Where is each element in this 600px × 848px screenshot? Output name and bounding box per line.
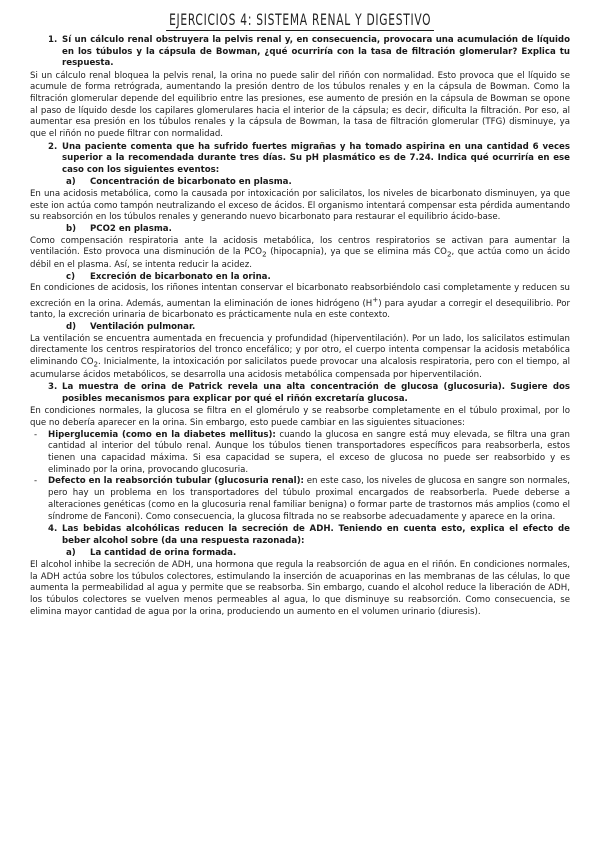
title-block (30, 10, 570, 31)
subquestion-2a (30, 177, 570, 189)
question-2 (30, 142, 570, 177)
question-number: 4. (48, 524, 58, 535)
question-3 (30, 382, 570, 405)
list-item (30, 476, 570, 523)
subquestion-title: La cantidad de orina formada. (90, 548, 237, 559)
list-item-heading: Hiperglucemia (como en la diabetes mellitus): (48, 429, 276, 440)
answer-text: . Inicialmente, la intoxicación por salicilatos puede provocar una alcalosis respiratoria, pero con el tiempo, al acumularse ácidos metabólicos, se desarrolla una acidosis metabólica compensada por hiperventilación. (30, 357, 570, 380)
answer-text: , que actúa como un ácido débil en el plasma. Así, se intenta reducir la acidez. (30, 247, 570, 270)
list-item (30, 430, 570, 477)
answer-text: Como compensación respiratoria ante la acidosis metabólica, los centros respiratorios se activan para aumentar la ventilación. Esto provoca una disminución de la PCO (30, 235, 570, 258)
subscript: 2 (262, 250, 267, 260)
list-item-text (48, 476, 570, 523)
question-text: Una paciente comenta que ha sufrido fuertes migrañas y ha tomado aspirina en una cantidad 6 veces superior a la recomendada durante tres días. Su pH plasmático es de 7.24. Indica qué ocurriría en ese caso con los siguientes eventos: (62, 141, 570, 175)
subquestion-2b (30, 224, 570, 236)
answer-text: La ventilación se encuentra aumentada en frecuencia y profundidad (hiperventilación). Por un lado, los salicilatos estimulan directamente los centros respiratorios del tronco encefálico; y por otro, el cuerpo intenta compensar la acidosis metabólica eliminando CO (30, 333, 570, 368)
answer-1: Si un cálculo renal bloquea la pelvis renal, la orina no puede salir del riñón con normalidad. Esto provoca que el líquido se acumule de forma retrógrada, aumentando la presión dentro de los túbulos renales y en la cápsula de Bowman. Como la filtración glomerular depende del equilibrio entre las presiones, ese aumento de presión en la cápsula de Bowman se opone al paso de líquido desde los capilares glomerulares hacia el interior de la cápsula; es decir, dificulta la filtración. Por eso, al aumentar esa presión en los túbulos renales y la cápsula de Bowman, la tasa de filtración glomerular (TFG) disminuye, ya que el riñón no puede filtrar con normalidad. (30, 70, 570, 139)
subquestion-title: Excreción de bicarbonato en la orina. (90, 271, 271, 282)
answer-2c (30, 283, 570, 322)
answer-4a: El alcohol inhibe la secreción de ADH, una hormona que regula la reabsorción de agua en el riñón. En condiciones normales, la ADH actúa sobre los túbulos colectores, estimulando la inserción de acuaporinas en las membranas de las células, lo que aumenta la permeabilidad al agua y permite que se reabsorba. Sin embargo, cuando el alcohol reduce la liberación de ADH, los túbulos colectores se vuelven menos permeables al agua, lo que disminuye su reabsorción. Como consecuencia, se elimina mayor cantidad de agua por la orina, produciendo un aumento en el volumen urinario (diuresis). (30, 559, 570, 617)
answer-2d (30, 334, 570, 382)
list-item-body: en este caso, los niveles de glucosa en sangre son normales, pero hay un problema en los transportadores del túbulo proximal encargados de reabsorberla. Puede deberse a alteraciones genéticas (como en la glucosuria renal familiar benigna) o formar parte de trastornos más amplios (como el síndrome de Fanconi). Como consecuencia, la glucosa filtrada no se reabsorbe adecuadamente y aparece en la orina. (48, 476, 570, 522)
answer-text: En condiciones de acidosis, los riñones intentan conservar el bicarbonato reabsorbiéndolo casi completamente y reducen su excreción en la orina. Además, aumentan la eliminación de iones hidrógeno (H (30, 283, 570, 309)
answer-2b (30, 236, 570, 272)
subscript: 2 (93, 359, 99, 369)
subquestion-title: Concentración de bicarbonato en plasma. (90, 177, 292, 188)
subquestion-letter: b) (66, 223, 77, 234)
list-item-text (48, 430, 570, 477)
question-text: Sí un cálculo renal obstruyera la pelvis renal y, en consecuencia, provocara una acumulación de líquido en los túbulos y la cápsula de Bowman, ¿qué ocurriría con la tasa de filtración glomerular? Explica tu respuesta. (62, 35, 570, 69)
question-text: Las bebidas alcohólicas reducen la secreción de ADH. Teniendo en cuenta esto, explica el efecto de beber alcohol sobre (da una respuesta razonada): (62, 524, 570, 546)
subquestion-letter: d) (66, 322, 77, 333)
question-text: La muestra de orina de Patrick revela una alta concentración de glucosa (glucosuria). Sugiere dos posibles mecanismos para explicar por qué el riñón excretaría glucosa. (62, 382, 570, 404)
answer-2a: En una acidosis metabólica, como la causada por intoxicación por salicilatos, los niveles de bicarbonato disminuyen, ya que este ion actúa como tampón neutralizando el exceso de ácidos. El organismo intentará compensar esta pérdida aumentando su reabsorción en los túbulos renales y generando nuevo bicarbonato para restaurar el equilibrio ácido-base. (30, 188, 570, 223)
question-number: 1. (48, 35, 58, 45)
subscript: 2 (446, 250, 452, 260)
list-dash: - (34, 429, 38, 440)
subquestion-title: Ventilación pulmonar. (90, 322, 196, 333)
question-1 (30, 35, 570, 70)
subquestion-letter: a) (66, 177, 76, 188)
answer-text: ) para ayudar a corregir el desequilibrio. Por tanto, la excreción urinaria de bicarbonato es prácticamente nula en este contexto. (30, 298, 570, 321)
subquestion-2c (30, 272, 570, 284)
question-number: 3. (48, 382, 58, 393)
superscript: + (372, 294, 379, 304)
list-item-heading: Defecto en la reabsorción tubular (glucosuria renal): (48, 476, 304, 487)
question-number: 2. (48, 141, 58, 152)
subquestion-letter: a) (66, 548, 76, 559)
list-dash: - (34, 476, 38, 487)
answer-text: (hipocapnia), ya que se elimina más CO (266, 247, 447, 258)
page-title: EJERCICIOS 4: SISTEMA RENAL Y DIGESTIVO (166, 10, 434, 31)
subquestion-4a (30, 548, 570, 560)
answer-3-intro: En condiciones normales, la glucosa se filtra en el glomérulo y se reabsorbe completamente en el túbulo proximal, por lo que no debería aparecer en la orina. Sin embargo, esto puede cambiar en las siguientes situaciones: (30, 406, 570, 429)
subquestion-title: PCO2 en plasma. (90, 223, 172, 234)
subquestion-letter: c) (66, 271, 76, 282)
question-4 (30, 524, 570, 547)
subquestion-2d (30, 322, 570, 334)
list-item-body: cuando la glucosa en sangre está muy elevada, se filtra una gran cantidad al interior del túbulo renal. Aunque los túbulos tienen transportadores específicos para reabsorberla, estos tienen una capacidad máxima. Si esa capacidad se supera, el exceso de glucosa no puede ser reabsorbido y es eliminado por la orina, provocando glucosuria. (48, 429, 570, 475)
